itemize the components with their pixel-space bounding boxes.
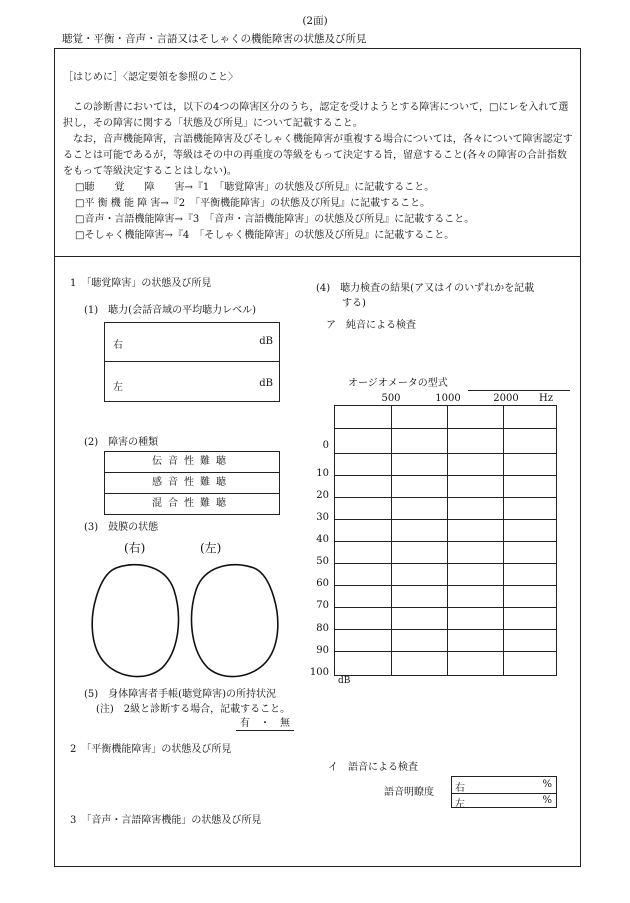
handbook-note: (注) 2級と診断する場合，記載すること。 — [96, 704, 291, 715]
speech-clarity-box[interactable] — [451, 776, 557, 808]
speech-test-label: イ 語音による検査 — [328, 762, 418, 773]
intro-item-hearing[interactable]: □聴 覚 障 害→『1 「聴覚障害」の状態及び所見』に記載すること。 — [75, 182, 435, 193]
eardrum-left-drawing[interactable] — [186, 560, 282, 680]
db-label-10: 10 — [316, 468, 329, 479]
intro-divider — [54, 256, 581, 257]
handbook-options[interactable]: 有 ・ 無 — [236, 719, 294, 731]
eardrum-label: (3) 鼓膜の状態 — [84, 522, 159, 533]
type-conductive[interactable]: 伝音性難聴 — [104, 451, 280, 473]
intro-paragraph-2: なお，音声機能障害，言語機能障害及びそしゃく機能障害が重複する場合については，各々について障害認定することは可能であるが，等級はその中の再重度の等級をもって決定する旨，留意すること(各々の障害の合計指数をもって等級決定することはしない)。 — [63, 134, 573, 177]
db-label-40: 40 — [316, 534, 329, 545]
freq-label-1000: 1000 — [435, 393, 461, 404]
db-label-90: 90 — [316, 645, 329, 656]
test-result-title-cont: する) — [342, 298, 366, 309]
audiometer-label: オージオメータの型式 — [348, 378, 448, 389]
db-unit-label: dB — [338, 676, 351, 686]
db-label-50: 50 — [316, 556, 329, 567]
intro-item-speech[interactable]: □音声・言語機能障害→『3 「音声・言語機能障害」の状態及び所見』に記載すること。 — [75, 214, 475, 225]
intro-item-chewing[interactable]: □そしゃく機能障害→『4 「そしゃく機能障害」の状態及び所見』に記載すること。 — [75, 230, 455, 241]
audiometer-input-line[interactable] — [468, 390, 570, 391]
document-title: 聴覚・平衡・音声・言語又はそしゃくの機能障害の状態及び所見 — [62, 33, 367, 45]
intro-section — [63, 70, 575, 244]
db-label-20: 20 — [316, 490, 329, 501]
intro-item-balance[interactable]: □平 衡 機 能 障 害→『2 「平衡機能障害」の状態及び所見』に記載すること。 — [75, 198, 431, 209]
speech-left-row[interactable] — [452, 793, 556, 809]
db-label-70: 70 — [316, 600, 329, 611]
hearing-level-label: (1) 聴力(会話音域の平均聴力レベル) — [84, 305, 256, 316]
section3-title: 3 「音声・言語障害機能」の状態及び所見 — [70, 815, 262, 826]
speech-right-label: 右 — [455, 783, 465, 794]
disorder-type-label: (2) 障害の種類 — [84, 437, 159, 448]
eardrum-right-label: (右) — [124, 541, 146, 555]
speech-left-percent: % — [542, 795, 552, 806]
db-label-60: 60 — [316, 578, 329, 589]
db-label-100: 100 — [309, 667, 329, 678]
freq-label-2000: 2000 — [493, 393, 519, 404]
db-label-30: 30 — [316, 512, 329, 523]
hearing-right-label: 右 — [113, 340, 123, 351]
eardrum-right-drawing[interactable] — [88, 560, 184, 680]
speech-left-label: 左 — [455, 799, 465, 810]
section1-title: 1 「聴覚障害」の状態及び所見 — [70, 278, 212, 289]
hearing-right-unit: dB — [259, 336, 273, 347]
test-result-title: (4) 聴力検査の結果(ア又はイのいずれかを記載 — [316, 283, 535, 294]
speech-right-percent: % — [542, 779, 552, 790]
db-label-0: 0 — [322, 440, 329, 451]
hearing-left-label: 左 — [113, 382, 123, 393]
intro-paragraph-1: この診断書においては，以下の4つの障害区分のうち，認定を受けようとする障害について，□にレを入れて選択し，その障害に関する「状態及び所見」について記載すること。 — [63, 102, 569, 129]
page-number: (2面) — [302, 15, 328, 27]
hearing-left-unit: dB — [259, 378, 273, 389]
speech-right-row[interactable] — [452, 777, 556, 794]
handbook-label: (5) 身体障害者手帳(聴覚障害)の所持状況 — [84, 689, 276, 700]
speech-clarity-label: 語音明瞭度 — [384, 787, 434, 798]
eardrum-left-label: (左) — [200, 541, 222, 555]
freq-unit-hz: Hz — [539, 393, 553, 404]
audiogram-grid[interactable] — [334, 405, 557, 676]
hearing-level-box — [104, 322, 280, 402]
type-sensorineural[interactable]: 感音性難聴 — [104, 472, 280, 494]
pure-tone-label: ア 純音による検査 — [326, 320, 416, 331]
db-label-80: 80 — [316, 623, 329, 634]
intro-heading: ［はじめに］〈認定要領を参照のこと〉 — [63, 72, 238, 83]
freq-label-500: 500 — [381, 393, 401, 404]
type-mixed[interactable]: 混合性難聴 — [104, 493, 280, 515]
section2-title: 2 「平衡機能障害」の状態及び所見 — [70, 744, 232, 755]
